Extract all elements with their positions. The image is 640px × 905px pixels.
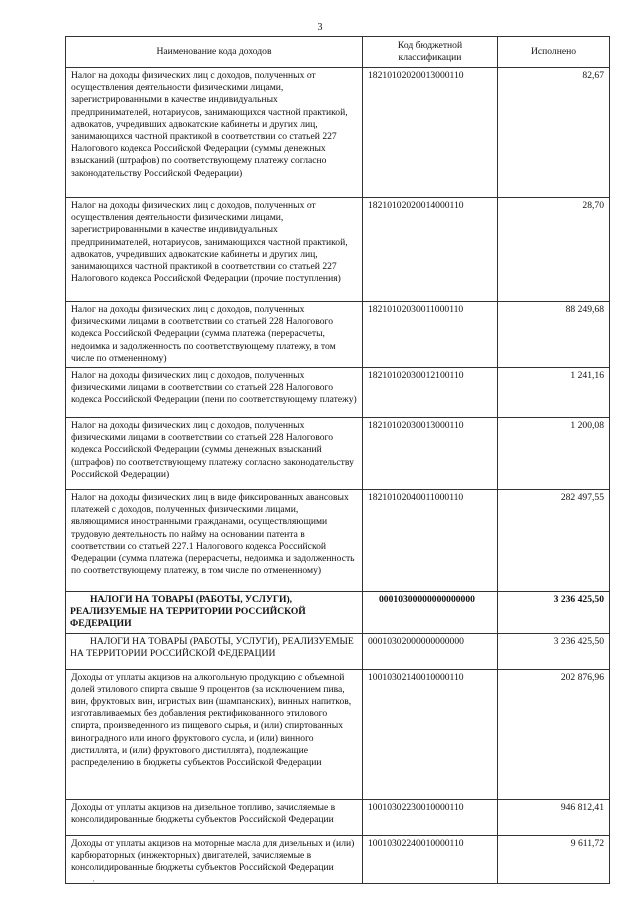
row-value: 88 249,68 [498,302,610,368]
table-header-row [66,37,610,68]
row-name: НАЛОГИ НА ТОВАРЫ (РАБОТЫ, УСЛУГИ), РЕАЛИЗУЕМЫЕ НА ТЕРРИТОРИИ РОССИЙСКОЙ ФЕДЕРАЦИИ [66,633,363,669]
row-value: 28,70 [498,198,610,302]
row-code: 18210102020014000110 [363,198,498,302]
table-row [66,302,610,368]
row-value: 3 236 425,50 [498,633,610,669]
row-value: 282 497,55 [498,490,610,592]
row-value: 946 812,41 [498,799,610,835]
row-name: Доходы от уплаты акцизов на алкогольную продукцию с объемной долей этилового спирта свыше 9 процентов (за исключением пива, вин, фруктовых вин, игристых вин (шампанских), винных напитков, изготавливаемых без добавления ректификованного этилового спирта, произведенного из пищевого сырья, и (или) спиртованных виноградного или иного фруктового сусла, и (или) винного дистиллята, и (или) фруктового дистиллята), подлежащие распределению в бюджеты субъектов Российской Федерации [66,669,363,799]
row-name: НАЛОГИ НА ТОВАРЫ (РАБОТЫ, УСЛУГИ), РЕАЛИЗУЕМЫЕ НА ТЕРРИТОРИИ РОССИЙСКОЙ ФЕДЕРАЦИИ [66,592,363,634]
table-row [66,669,610,799]
row-code: 10010302140010000110 [363,669,498,799]
row-name: Налог на доходы физических лиц с доходов, полученных от осуществления деятельности физическими лицами, зарегистрированными в качестве индивидуальных предпринимателей, нотариусов, занимающихся частной практикой, адвокатов, учредивших адвокатские кабинеты и других лиц, занимающихся частной практикой в соответствии со статьей 227 Налогового кодекса Российской Федерации (прочие поступления) [66,198,363,302]
row-value: 3 236 425,50 [498,592,610,634]
row-name: Налог на доходы физических лиц с доходов, полученных физическими лицами в соответствии со статьей 228 Налогового кодекса Российской Федерации (пени по соответствующему платежу) [66,368,363,418]
row-code: 10010302230010000110 [363,799,498,835]
row-value: 82,67 [498,68,610,198]
table-row [66,68,610,198]
table-row [66,835,610,883]
header-name: Наименование кода доходов [66,37,363,68]
table-row [66,368,610,418]
row-code: 18210102020013000110 [363,68,498,198]
table-row [66,418,610,490]
header-code: Код бюджетной классификации [363,37,498,68]
row-code: 18210102030013000110 [363,418,498,490]
row-code: 00010302000000000000 [363,633,498,669]
revenue-table [65,36,610,884]
table-row [66,799,610,835]
table-row-section [66,592,610,634]
row-name: Налог на доходы физических лиц с доходов, полученных от осуществления деятельности физическими лицами, зарегистрированными в качестве индивидуальных предпринимателей, нотариусов, занимающихся частной практикой, адвокатов, учредивших адвокатские кабинеты и других лиц, занимающихся частной практикой в соответствии со статьей 227 Налогового кодекса Российской Федерации (суммы денежных взысканий (штрафов) по соответствующему платежу согласно законодательству Российской Федерации) [66,68,363,198]
table-row [66,490,610,592]
row-code: 18210102030011000110 [363,302,498,368]
row-name: Налог на доходы физических лиц с доходов, полученных физическими лицами в соответствии со статьей 228 Налогового кодекса Российской Федерации (суммы денежных взысканий (штрафов) по соответствующему платежу согласно законодательству Российской Федерации) [66,418,363,490]
page-number: 3 [317,22,323,33]
header-value: Исполнено [498,37,610,68]
row-value: 202 876,96 [498,669,610,799]
row-value: 1 241,16 [498,368,610,418]
row-value: 9 611,72 [498,835,610,883]
row-name: Доходы от уплаты акцизов на моторные масла для дизельных и (или) карбюраторных (инжекторных) двигателей, зачисляемые в консолидированные бюджеты субъектов Российской Федерации [66,835,363,883]
row-value: 1 200,08 [498,418,610,490]
row-name: Налог на доходы физических лиц с доходов, полученных физическими лицами в соответствии со статьей 228 Налогового кодекса Российской Федерации (сумма платежа (перерасчеты, недоимка и задолженность по соответствующему платежу, в том числе по отмененному) [66,302,363,368]
scan-mark: · [92,876,95,886]
row-code: 18210102040011000110 [363,490,498,592]
row-code: 10010302240010000110 [363,835,498,883]
row-name: Доходы от уплаты акцизов на дизельное топливо, зачисляемые в консолидированные бюджеты субъектов Российской Федерации [66,799,363,835]
row-code: 18210102030012100110 [363,368,498,418]
table-row-subsection [66,633,610,669]
row-code: 00010300000000000000 [363,592,498,634]
table-row [66,198,610,302]
row-name: Налог на доходы физических лиц в виде фиксированных авансовых платежей с доходов, полученных физическими лицами, являющимися иностранными гражданами, осуществляющими трудовую деятельность по найму на основании патента в соответствии со статьей 227.1 Налогового кодекса Российской Федерации (сумма платежа (перерасчеты, недоимка и задолженность по соответствующему платежу, в том числе по отмененному) [66,490,363,592]
